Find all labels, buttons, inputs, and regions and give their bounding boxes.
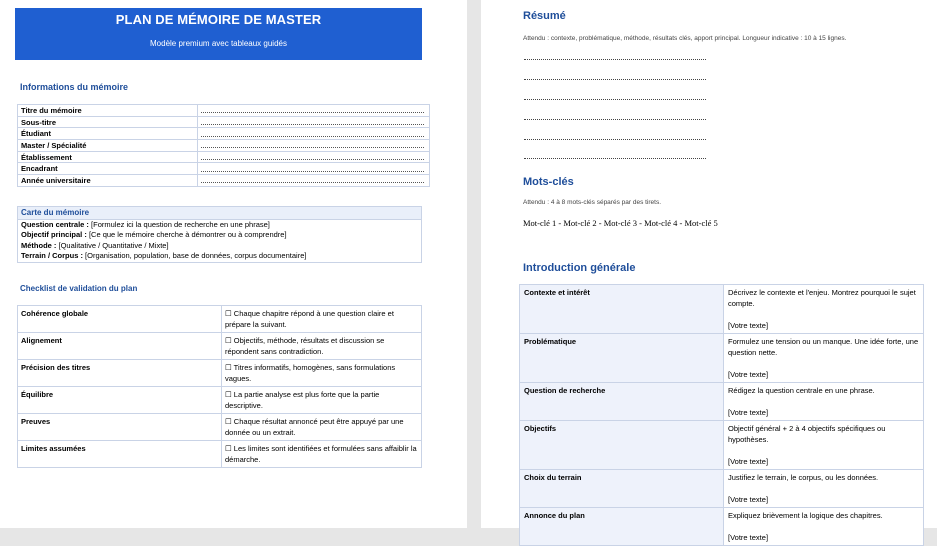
table-row <box>520 470 924 508</box>
carte-row[interactable]: Terrain / Corpus : [Organisation, population, base de données, corpus documentaire] <box>21 251 307 261</box>
check-label: Preuves <box>18 414 222 441</box>
intro-cell[interactable]: Décrivez le contexte et l'enjeu. Montrez pourquoi le sujet compte. [Votre texte] <box>724 285 924 334</box>
field-label: Encadrant <box>18 163 198 175</box>
table-row <box>520 508 924 546</box>
check-label: Équilibre <box>18 387 222 414</box>
intro-label: Choix du terrain <box>520 470 724 508</box>
carte-box <box>17 206 422 263</box>
field-label: Établissement <box>18 151 198 163</box>
check-label: Alignement <box>18 333 222 360</box>
table-row <box>18 414 422 441</box>
mots-hint: Attendu : 4 à 8 mots-clés séparés par des tirets. <box>523 199 662 206</box>
field-value[interactable] <box>198 140 430 152</box>
mots-value[interactable]: Mot-clé 1 - Mot-clé 2 - Mot-clé 3 - Mot-clé 4 - Mot-clé 5 <box>523 218 718 228</box>
check-item[interactable]: ☐ Chaque résultat annoncé peut être appuyé par une donnée ou un extrait. <box>222 414 422 441</box>
check-item[interactable]: ☐ La partie analyse est plus forte que la partie descriptive. <box>222 387 422 414</box>
table-row <box>18 151 430 163</box>
check-label: Limites assumées <box>18 441 222 468</box>
intro-cell[interactable]: Formulez une tension ou un manque. Une idée forte, une question nette. [Votre texte] <box>724 334 924 383</box>
field-value[interactable] <box>198 163 430 175</box>
info-heading: Informations du mémoire <box>20 82 129 92</box>
field-value[interactable] <box>198 175 430 187</box>
field-label: Étudiant <box>18 128 198 140</box>
table-row <box>18 163 430 175</box>
table-row <box>18 116 430 128</box>
document-title: PLAN DE MÉMOIRE DE MASTER <box>115 12 322 27</box>
table-row <box>18 441 422 468</box>
check-item[interactable]: ☐ Chaque chapitre répond à une question claire et prépare la suivant. <box>222 306 422 333</box>
mots-heading: Mots-clés <box>523 176 574 188</box>
table-row <box>18 306 422 333</box>
intro-heading: Introduction générale <box>523 262 636 274</box>
check-item[interactable]: ☐ Les limites sont identifiées et formulées sans affaiblir la démarche. <box>222 441 422 468</box>
right-page <box>481 0 937 542</box>
table-row <box>520 285 924 334</box>
resume-line[interactable] <box>524 158 706 159</box>
table-row <box>520 334 924 383</box>
intro-label: Annonce du plan <box>520 508 724 546</box>
checklist-heading: Checklist de validation du plan <box>20 284 138 293</box>
document-subtitle: Modèle premium avec tableaux guidés <box>150 39 287 48</box>
intro-label: Contexte et intérêt <box>520 285 724 334</box>
left-page <box>0 0 467 528</box>
table-row <box>18 333 422 360</box>
table-row <box>18 175 430 187</box>
intro-cell[interactable]: Justifiez le terrain, le corpus, ou les données. [Votre texte] <box>724 470 924 508</box>
intro-label: Objectifs <box>520 421 724 470</box>
field-label: Master / Spécialité <box>18 140 198 152</box>
title-banner <box>15 8 422 60</box>
field-label: Sous-titre <box>18 116 198 128</box>
table-row <box>18 105 430 117</box>
resume-hint: Attendu : contexte, problématique, méthode, résultats clés, apport principal. Longueur indicative : 10 à 15 lignes. <box>523 35 847 42</box>
carte-row[interactable]: Objectif principal : [Ce que le mémoire cherche à démontrer ou à comprendre] <box>21 230 287 240</box>
intro-cell[interactable]: Expliquez brièvement la logique des chapitres. [Votre texte] <box>724 508 924 546</box>
checklist-table <box>17 305 422 468</box>
resume-line[interactable] <box>524 59 706 60</box>
info-table <box>17 104 430 187</box>
field-value[interactable] <box>198 128 430 140</box>
table-row <box>520 421 924 470</box>
check-item[interactable]: ☐ Titres informatifs, homogènes, sans formulations vagues. <box>222 360 422 387</box>
field-label: Année universitaire <box>18 175 198 187</box>
carte-row[interactable]: Question centrale : [Formulez ici la question de recherche en une phrase] <box>21 220 270 229</box>
table-row <box>18 140 430 152</box>
table-row <box>18 360 422 387</box>
field-value[interactable] <box>198 105 430 117</box>
check-label: Cohérence globale <box>18 306 222 333</box>
check-item[interactable]: ☐ Objectifs, méthode, résultats et discussion se répondent sans contradiction. <box>222 333 422 360</box>
field-label: Titre du mémoire <box>18 105 198 117</box>
carte-heading: Carte du mémoire <box>18 207 421 220</box>
resume-line[interactable] <box>524 139 706 140</box>
table-row <box>520 383 924 421</box>
intro-table <box>519 284 924 546</box>
intro-label: Problématique <box>520 334 724 383</box>
table-row <box>18 387 422 414</box>
table-row <box>18 128 430 140</box>
field-value[interactable] <box>198 116 430 128</box>
resume-heading: Résumé <box>523 10 566 22</box>
intro-cell[interactable]: Rédigez la question centrale en une phrase. [Votre texte] <box>724 383 924 421</box>
resume-line[interactable] <box>524 119 706 120</box>
intro-label: Question de recherche <box>520 383 724 421</box>
check-label: Précision des titres <box>18 360 222 387</box>
resume-line[interactable] <box>524 79 706 80</box>
field-value[interactable] <box>198 151 430 163</box>
resume-line[interactable] <box>524 99 706 100</box>
carte-row[interactable]: Méthode : [Qualitative / Quantitative / Mixte] <box>21 240 169 250</box>
intro-cell[interactable]: Objectif général + 2 à 4 objectifs spécifiques ou hypothèses. [Votre texte] <box>724 421 924 470</box>
